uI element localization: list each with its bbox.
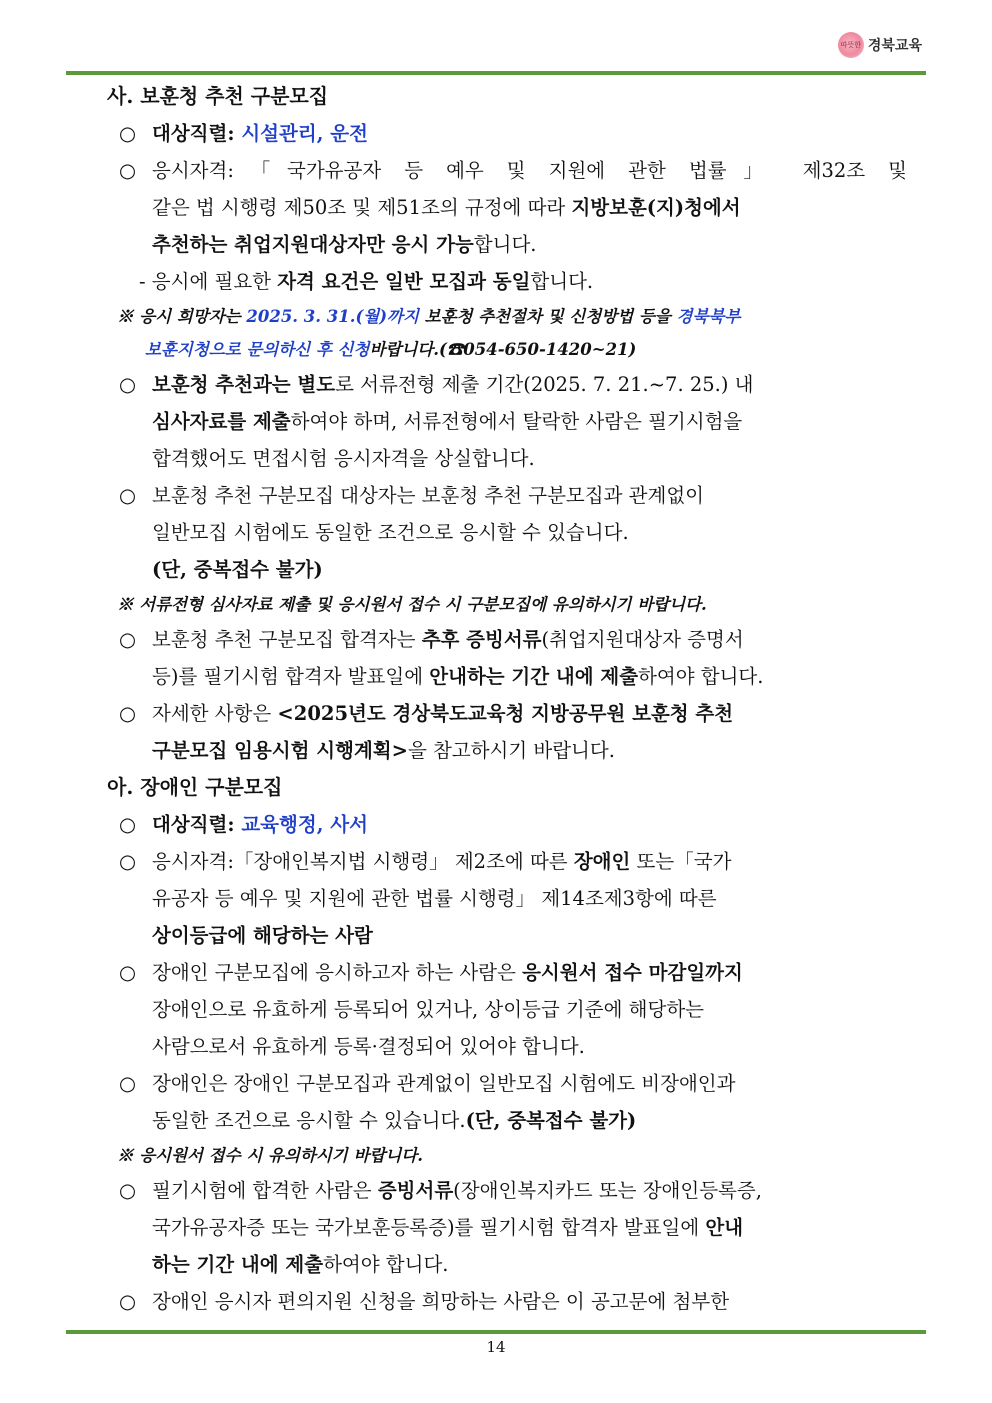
bullet-sa-2: ○ 응시자격:「국가유공자 등 예우 및 지원에 관한 법률」 제32조 및 (107, 152, 907, 189)
dash-sa: - 응시에 필요한 자격 요건은 일반 모집과 동일합니다. (139, 270, 594, 293)
bullet-icon: ○ (119, 159, 137, 182)
bullet-sa-3-line2: 심사자료를 제출하여야 하며, 서류전형에서 탈락한 사람은 필기시험을 (152, 410, 743, 433)
bullet-sa-3-line3: 합격했어도 면접시험 응시자격을 상실합니다. (152, 447, 535, 470)
bullet-icon: ○ (119, 1072, 137, 1095)
bullet-a-1: ○ 대상직렬: 교육행정, 사서 (107, 806, 907, 843)
note-sa-1: ※ 응시 희망자는 2025. 3. 31.(월)까지 보훈청 추천절차 및 신청방법 등을 경북북부 (117, 307, 741, 326)
bullet-sa-2-line2: 같은 법 시행령 제50조 및 제51조의 규정에 따라 지방보훈(지)청에서 (152, 196, 741, 219)
bullet-icon: ○ (119, 1290, 137, 1313)
bullet-icon: ○ (119, 373, 137, 396)
document-body (107, 78, 907, 1320)
bullet-icon: ○ (119, 122, 137, 145)
bullet-a-4: ○ 장애인은 장애인 구분모집과 관계없이 일반모집 시험에도 비장애인과 (107, 1065, 907, 1102)
bullet-sa-5-line2: 등)를 필기시험 합격자 발표일에 안내하는 기간 내에 제출하여야 합니다. (152, 665, 764, 688)
bullet-a-2-line2: 유공자 등 예우 및 지원에 관한 법률 시행령」 제14조제3항에 따른 (152, 887, 717, 910)
note-sa-2: ※ 서류전형 심사자료 제출 및 응시원서 접수 시 구분모집에 유의하시기 바랍니다. (117, 595, 707, 614)
bullet-icon: ○ (119, 628, 137, 651)
bullet-a-3-line3: 사람으로서 유효하게 등록·결정되어 있어야 합니다. (152, 1035, 585, 1058)
logo-emblem-icon (838, 32, 864, 58)
bullet-icon: ○ (119, 1179, 137, 1202)
bullet-a-3-line2: 장애인으로 유효하게 등록되어 있거나, 상이등급 기준에 해당하는 (152, 998, 704, 1021)
bullet-sa-3: ○ 보훈청 추천과는 별도로 서류전형 제출 기간(2025. 7. 21.~7. 25.) 내 (107, 366, 907, 403)
note-a-1: ※ 응시원서 접수 시 유의하시기 바랍니다. (117, 1146, 423, 1165)
bullet-a-4-line2: 동일한 조건으로 응시할 수 있습니다.(단, 중복접수 불가) (152, 1109, 637, 1132)
page-number: 14 (486, 1338, 506, 1356)
bullet-sa-6-line2: 구분모집 임용시험 시행계획>을 참고하시기 바랍니다. (152, 739, 615, 762)
bullet-a-3: ○ 장애인 구분모집에 응시하고자 하는 사람은 응시원서 접수 마감일까지 (107, 954, 907, 991)
bullet-sa-5: ○ 보훈청 추천 구분모집 합격자는 추후 증빙서류(취업지원대상자 증명서 (107, 621, 907, 658)
bullet-a-5-line3: 하는 기간 내에 제출하여야 합니다. (152, 1253, 449, 1276)
note-sa-1-line2: 보훈지청으로 문의하신 후 신청바랍니다.(☎054-650-1420~21) (145, 340, 637, 359)
bullet-icon: ○ (119, 850, 137, 873)
bullet-icon: ○ (119, 702, 137, 725)
bullet-a-2: ○ 응시자격:「장애인복지법 시행령」 제2조에 따른 장애인 또는「국가 (107, 843, 907, 880)
bullet-sa-6: ○ 자세한 사항은 <2025년도 경상북도교육청 지방공무원 보훈청 추천 (107, 695, 907, 732)
bullet-a-5: ○ 필기시험에 합격한 사람은 증빙서류(장애인복지카드 또는 장애인등록증, (107, 1172, 907, 1209)
bullet-icon: ○ (119, 961, 137, 984)
section-title-a: 아. 장애인 구분모집 (107, 775, 283, 799)
logo-small-text: 따뜻한 (840, 41, 862, 49)
bullet-a-5-line2: 국가유공자증 또는 국가보훈등록증)를 필기시험 합격자 발표일에 안내 (152, 1216, 744, 1239)
footer-rule (66, 1330, 926, 1334)
bullet-icon: ○ (119, 813, 137, 836)
bullet-a-6: ○ 장애인 응시자 편의지원 신청을 희망하는 사람은 이 공고문에 첨부한 (107, 1283, 907, 1320)
header-logo (838, 32, 922, 58)
bullet-a-2-line3: 상이등급에 해당하는 사람 (152, 924, 373, 947)
bullet-sa-4-line3: (단, 중복접수 불가) (152, 558, 323, 581)
section-title-sa: 사. 보훈청 추천 구분모집 (107, 84, 329, 108)
bullet-sa-4-line2: 일반모집 시험에도 동일한 조건으로 응시할 수 있습니다. (152, 521, 629, 544)
logo-text: 경북교육 (867, 38, 922, 54)
bullet-sa-4: ○ 보훈청 추천 구분모집 대상자는 보훈청 추천 구분모집과 관계없이 (107, 477, 907, 514)
bullet-sa-2-line3: 추천하는 취업지원대상자만 응시 가능합니다. (152, 233, 537, 256)
bullet-sa-1: ○ 대상직렬: 시설관리, 운전 (107, 115, 907, 152)
header-rule (66, 71, 926, 75)
bullet-icon: ○ (119, 484, 137, 507)
